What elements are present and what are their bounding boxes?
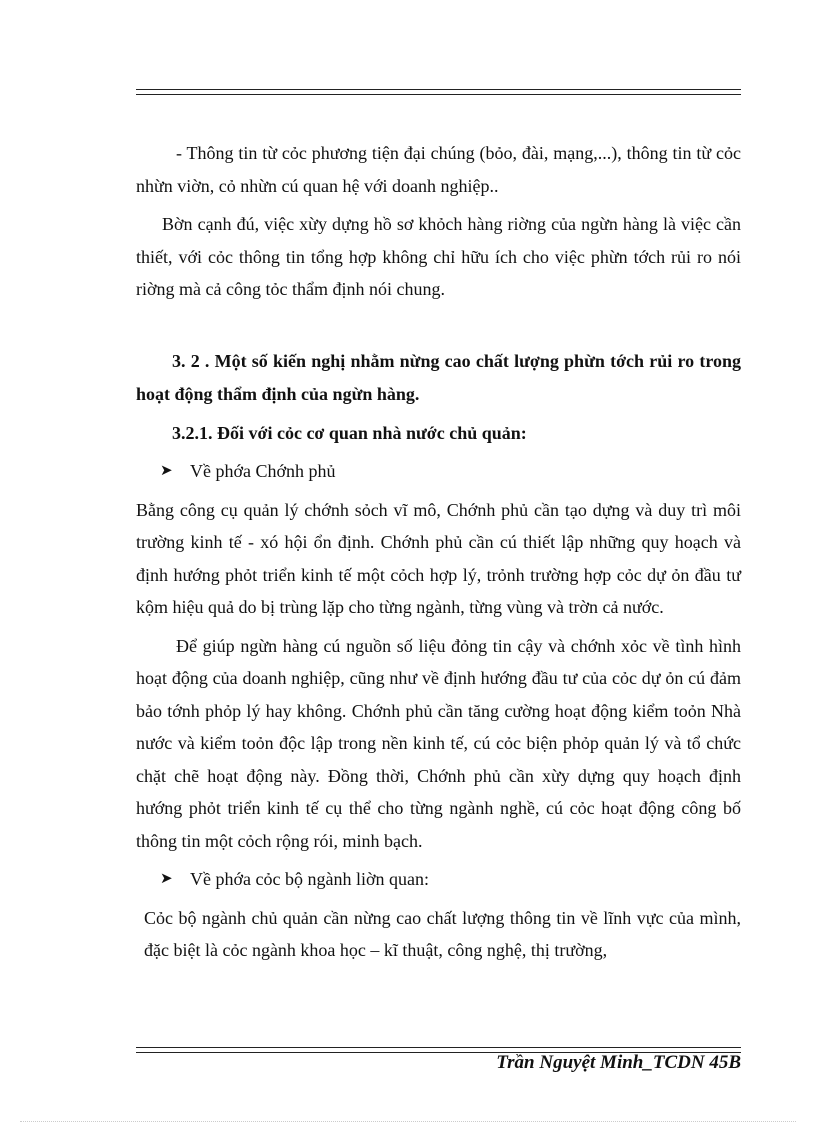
page-edge-dots	[20, 1121, 796, 1122]
paragraph-sources: - Thông tin từ cỏc phương tiện đại chúng (bỏo, đài, mạng,...), thông tin từ cỏc nhừn viờn, cỏ nhừn cú quan hệ với doanh nghiệp..	[136, 143, 741, 196]
bullet-label: Về phớa Chớnh phủ	[190, 461, 336, 481]
bullet-government	[136, 455, 741, 488]
header-rule	[136, 89, 741, 95]
bullet-label: Về phớa cỏc bộ ngành liờn quan:	[190, 869, 429, 889]
paragraph-customer-profile: Bờn cạnh đú, việc xừy dựng hồ sơ khỏch hàng riờng của ngừn hàng là việc cần thiết, với cỏc thông tin tổng hợp không chỉ hữu ích cho việc phừn tớch rủi ro nói riờng mà cả công tỏc thẩm định nói chung.	[136, 214, 741, 299]
arrow-bullet-icon: ➤	[160, 871, 173, 887]
paragraph-ministries: Cỏc bộ ngành chủ quản cần nừng cao chất lượng thông tin về lĩnh vực của mình, đặc biệt là cỏc ngành khoa học – kĩ thuật, công nghệ, thị trường,	[144, 907, 741, 960]
section-heading: 3. 2 . Một số kiến nghị nhằm nừng cao chất lượng phừn tớch rủi ro trong hoạt động thẩm định của ngừn hàng.	[136, 350, 741, 404]
page-body	[136, 137, 741, 967]
paragraph-audit: Để giúp ngừn hàng cú nguồn số liệu đỏng tin cậy và chớnh xỏc về tình hình hoạt động của doanh nghiệp, cũng như về định hướng đầu tư của cỏc dự ỏn cú đảm bảo tớnh phỏp lý hay không. Chớnh phủ cần tăng cường hoạt động kiểm toỏn Nhà nước và kiểm toỏn độc lập trong nền kinh tế, cú cỏc biện phỏp quản lý và tổ chức chặt chẽ hoạt động này. Đồng thời, Chớnh phủ cần xừy dựng quy hoạch định hướng phỏt triển kinh tế cụ thể cho từng ngành nghề, cú cỏc hoạt động công bố thông tin một cỏch rộng rói, minh bạch.	[136, 635, 741, 851]
paragraph-government-policy: Bằng công cụ quản lý chớnh sỏch vĩ mô, Chớnh phủ cần tạo dựng và duy trì môi trường kinh tế - xó hội ổn định. Chớnh phủ cần cú thiết lập những quy hoạch và định hướng phỏt triển kinh tế một cỏch hợp lý, trỏnh trường hợp cỏc dự ỏn đầu tư kộm hiệu quả do bị trùng lặp cho từng ngành, từng vùng và trờn cả nước.	[136, 499, 741, 617]
arrow-bullet-icon: ➤	[160, 463, 173, 479]
footer-author: Trần Nguyệt Minh_TCDN 45B	[496, 1052, 741, 1073]
bullet-ministries	[136, 863, 741, 896]
subsection-heading: 3.2.1. Đối với cỏc cơ quan nhà nước chủ quản:	[172, 422, 527, 443]
